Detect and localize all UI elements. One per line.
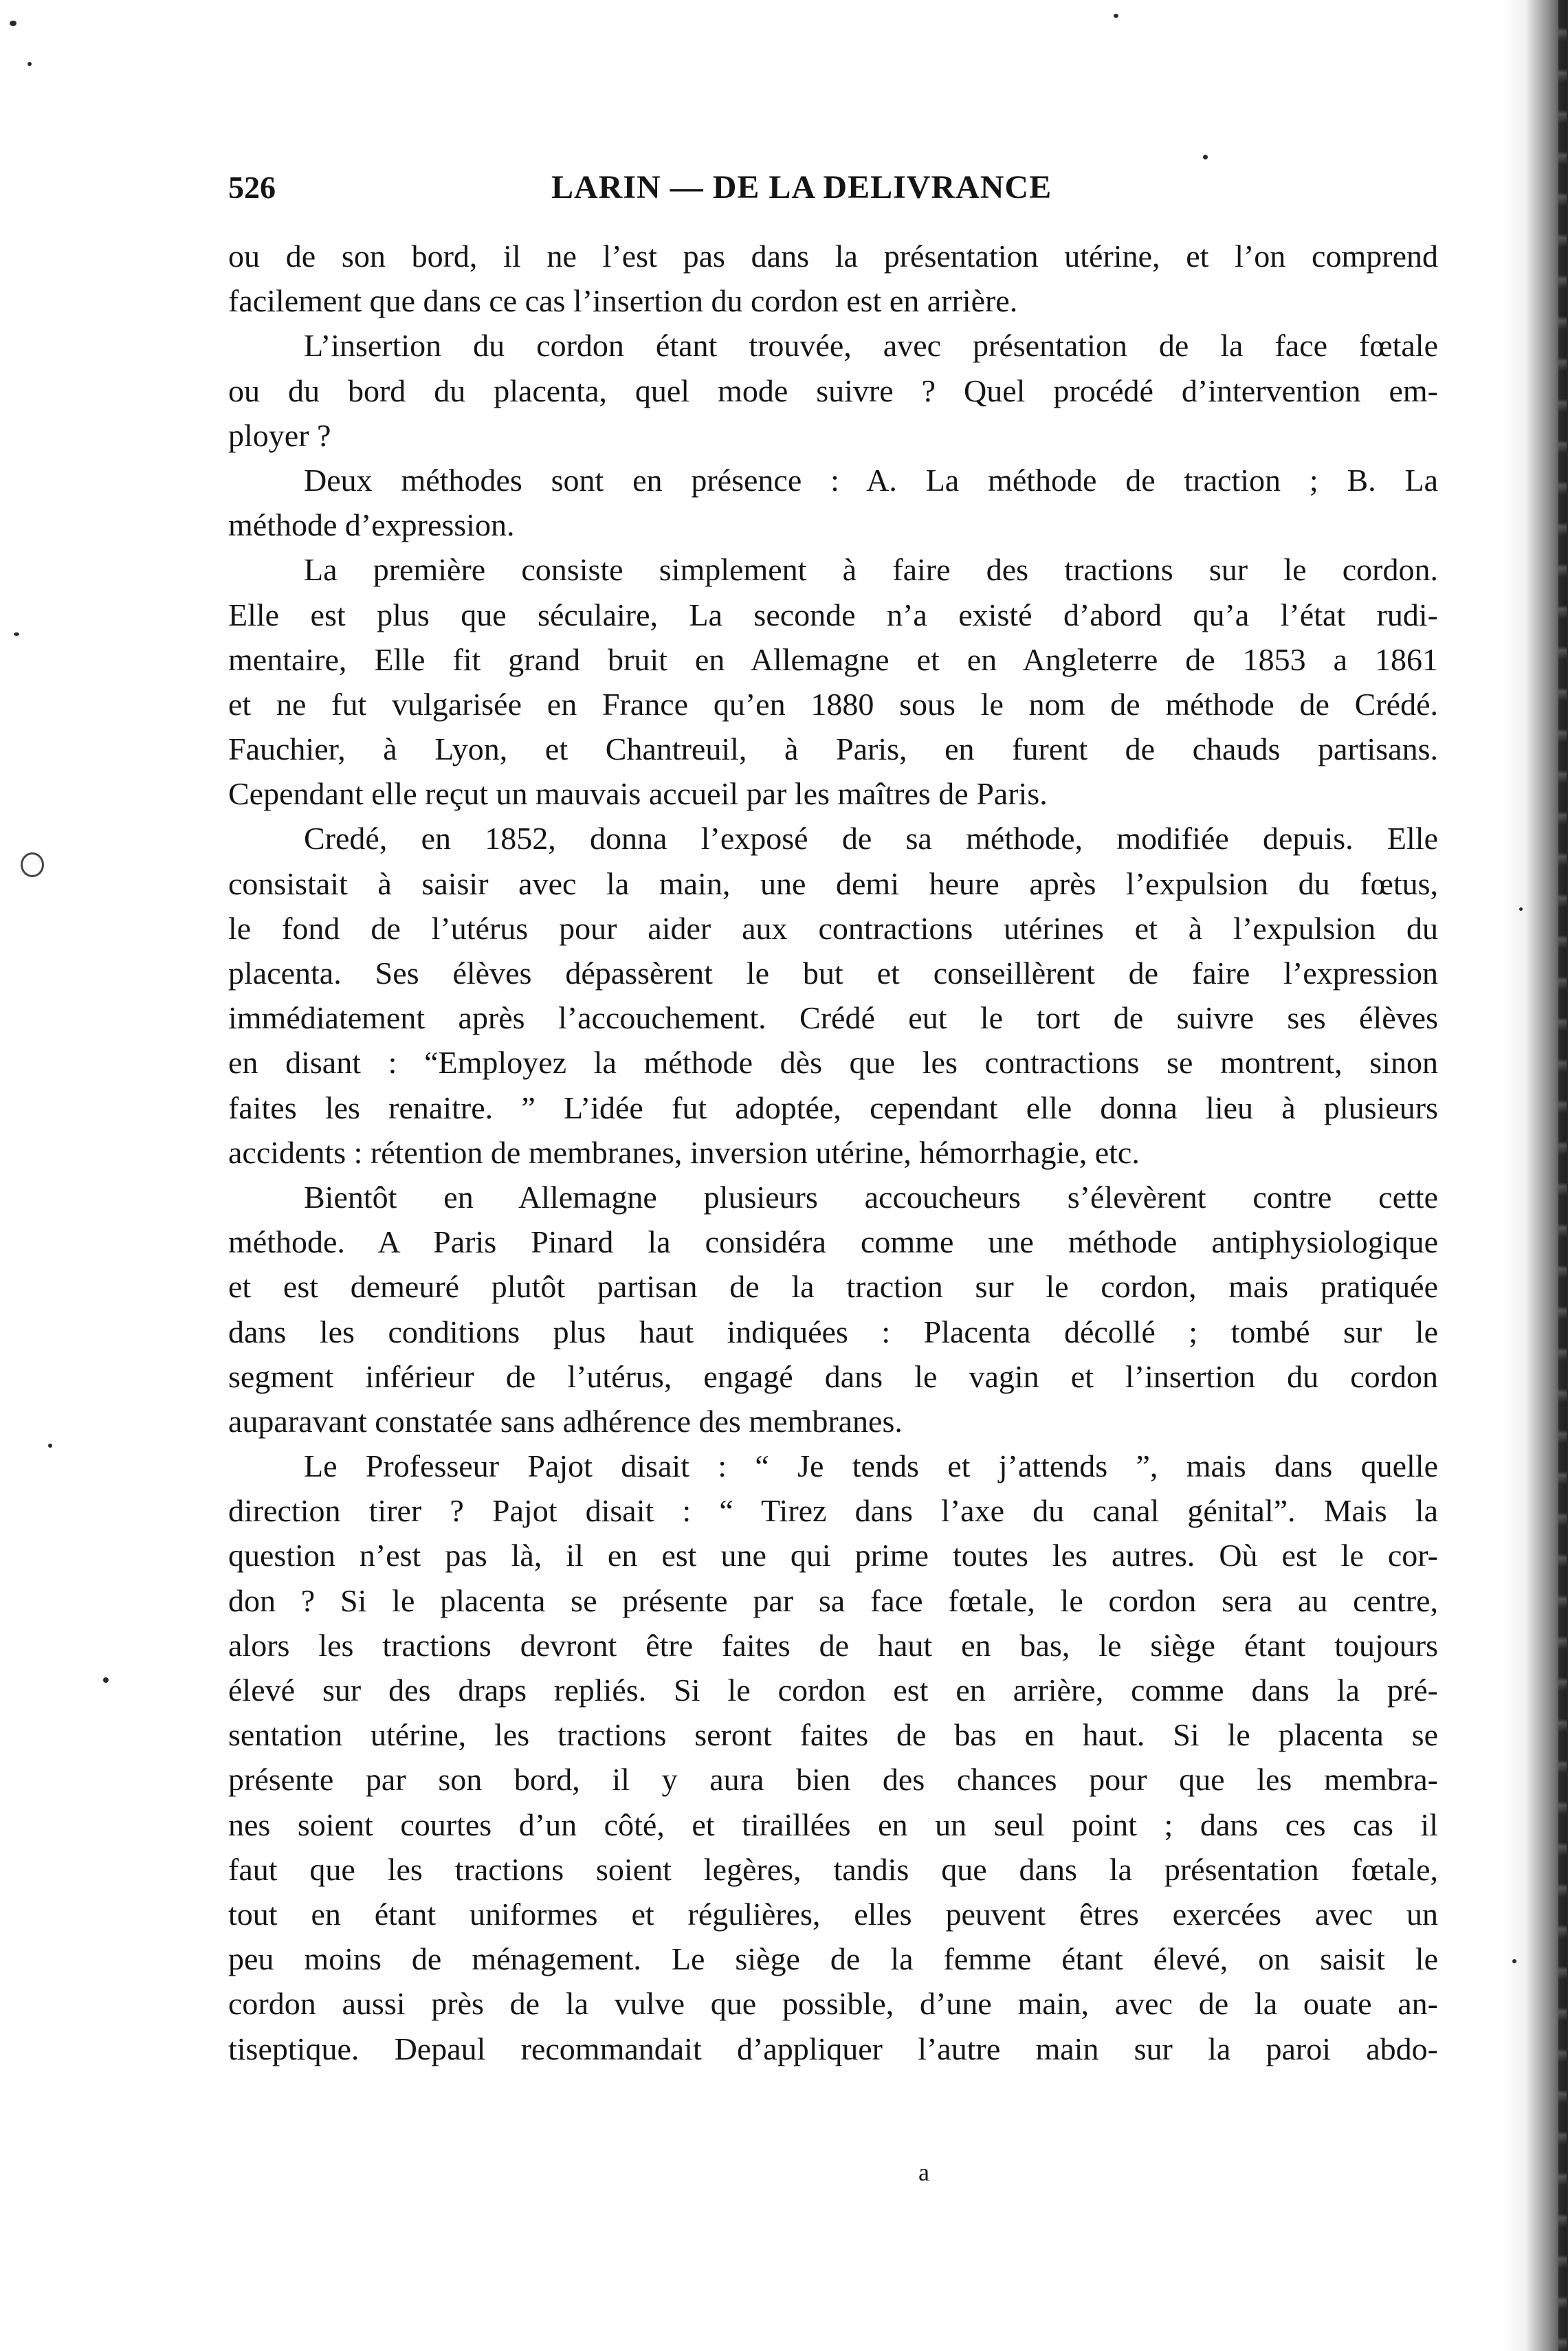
text-line: cordon aussi près de la vulve que possible, d’une main, avec de la ouate an- <box>228 1986 1438 2022</box>
text-line: le fond de l’utérus pour aider aux contractions utérines et à l’expulsion du <box>228 910 1438 946</box>
text-line: accidents : rétention de membranes, inversion utérine, hémorrhagie, etc. <box>228 1134 1140 1170</box>
text-line: Deux méthodes sont en présence : A. La méthode de traction ; B. La <box>304 462 1438 498</box>
text-line: La première consiste simplement à faire des tractions sur le cordon. <box>304 552 1438 588</box>
text-line: tout en étant uniformes et régulières, elles peuvent êtres exercées avec un <box>228 1896 1438 1932</box>
scan-speck <box>48 1444 52 1448</box>
text-line: Credé, en 1852, donna l’exposé de sa méthode, modifiée depuis. Elle <box>304 821 1438 857</box>
footer-mark: a <box>918 2159 929 2186</box>
text-line: présente par son bord, il y aura bien des chances pour que les membra- <box>228 1762 1438 1798</box>
text-line: méthode d’expression. <box>228 507 515 543</box>
text-line: dans les conditions plus haut indiquées : Placenta décollé ; tombé sur le <box>228 1314 1438 1349</box>
scan-speck <box>10 21 16 26</box>
scan-speck <box>14 632 19 636</box>
text-line: peu moins de ménagement. Le siège de la femme étant élevé, on saisit le <box>228 1941 1438 1977</box>
text-line: Fauchier, à Lyon, et Chantreuil, à Paris, en furent de chauds partisans. <box>228 731 1438 767</box>
running-head <box>228 164 1438 212</box>
text-line: élevé sur des draps repliés. Si le cordon est en arrière, comme dans la pré- <box>228 1673 1438 1708</box>
text-line: Le Professeur Pajot disait : “ Je tends et j’attends ”, mais dans quelle <box>304 1448 1438 1484</box>
text-line: direction tirer ? Pajot disait : “ Tirez dans l’axe du canal génital”. Mais la <box>228 1493 1438 1529</box>
scan-speck <box>21 852 44 877</box>
scan-speck <box>103 1677 109 1683</box>
text-line: Bientôt en Allemagne plusieurs accoucheurs s’élevèrent contre cette <box>304 1179 1438 1215</box>
scan-speck <box>1114 14 1118 18</box>
text-line: Elle est plus que séculaire, La seconde n’a existé d’abord qu’a l’état rudi- <box>228 597 1438 632</box>
body-text <box>228 234 1438 2071</box>
text-line: don ? Si le placenta se présente par sa face fœtale, le cordon sera au centre, <box>228 1582 1438 1618</box>
text-line: placenta. Ses élèves dépassèrent le but et conseillèrent de faire l’expression <box>228 956 1438 991</box>
scan-speck <box>1519 907 1523 911</box>
text-line: en disant : “Employez la méthode dès que les contractions se montrent, sinon <box>228 1045 1438 1081</box>
running-title: LARIN — DE LA DELIVRANCE <box>551 169 1052 206</box>
text-line: faites les renaitre. ” L’idée fut adoptée, cependant elle donna lieu à plusieurs <box>228 1090 1438 1125</box>
page-number: 526 <box>228 170 276 205</box>
text-line: sentation utérine, les tractions seront faites de bas en haut. Si le placenta se <box>228 1717 1438 1753</box>
text-line: Cependant elle reçut un mauvais accueil par les maîtres de Paris. <box>228 776 1048 812</box>
text-line: mentaire, Elle fit grand bruit en Allemagne et en Angleterre de 1853 a 1861 <box>228 641 1438 677</box>
scan-speck <box>1203 155 1208 159</box>
text-line: ployer ? <box>228 417 331 453</box>
text-line: ou de son bord, il ne l’est pas dans la présentation utérine, et l’on comprend <box>228 239 1438 274</box>
text-line: immédiatement après l’accouchement. Crédé eut le tort de suivre ses élèves <box>228 1000 1438 1036</box>
text-line: faut que les tractions soient legères, tandis que dans la présentation fœtale, <box>228 1851 1438 1887</box>
scan-speck <box>1512 1959 1516 1963</box>
text-line: méthode. A Paris Pinard la considéra comme une méthode antiphysiologique <box>228 1224 1438 1260</box>
text-line: segment inférieur de l’utérus, engagé dans le vagin et l’insertion du cordon <box>228 1358 1438 1394</box>
text-line: et ne fut vulgarisée en France qu’en 1880 sous le nom de méthode de Crédé. <box>228 686 1438 722</box>
text-line: ou du bord du placenta, quel mode suivre ? Quel procédé d’intervention em- <box>228 373 1438 408</box>
scan-speck <box>27 62 32 66</box>
text-line: consistait à saisir avec la main, une demi heure après l’expulsion du fœtus, <box>228 865 1438 901</box>
text-line: question n’est pas là, il en est une qui prime toutes les autres. Où est le cor- <box>228 1538 1438 1574</box>
text-line: alors les tractions devront être faites de haut en bas, le siège étant toujours <box>228 1627 1438 1663</box>
scan-page-edge-binding <box>1558 0 1567 2351</box>
text-line: facilement que dans ce cas l’insertion du cordon est en arrière. <box>228 283 1018 319</box>
text-line: L’insertion du cordon étant trouvée, avec présentation de la face fœtale <box>304 328 1438 364</box>
text-line: tiseptique. Depaul recommandait d’appliquer l’autre main sur la paroi abdo- <box>228 2031 1438 2066</box>
text-line: auparavant constatée sans adhérence des membranes. <box>228 1403 903 1439</box>
text-line: et est demeuré plutôt partisan de la traction sur le cordon, mais pratiquée <box>228 1269 1438 1305</box>
text-line: nes soient courtes d’un côté, et tiraillées en un seul point ; dans ces cas il <box>228 1807 1438 1842</box>
